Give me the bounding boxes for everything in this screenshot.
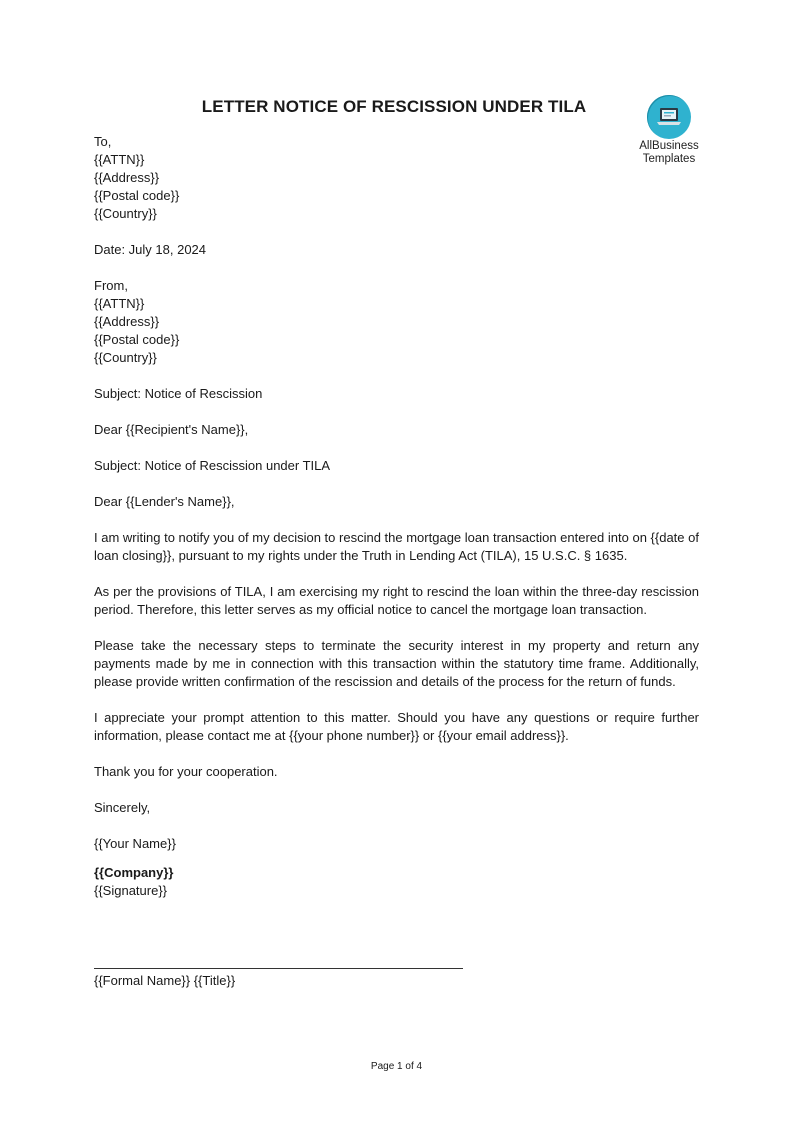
date-line: Date: July 18, 2024 xyxy=(94,242,207,257)
subject-line-1: Subject: Notice of Rescission xyxy=(94,386,263,401)
signature-line: {{Signature}} xyxy=(94,883,168,898)
thanks-line: Thank you for your cooperation. xyxy=(94,764,278,779)
from-line-4: {{Country}} xyxy=(94,350,157,365)
to-line-3: {{Postal code}} xyxy=(94,188,180,203)
paragraph-1: I am writing to notify you of my decision to rescind the mortgage loan transaction entered into on {{date of loan closing}}, pursuant to my rights under the Truth in Lending Act (TILA), 15 U.S.C. § 1635. xyxy=(94,530,699,563)
paragraph-2: As per the provisions of TILA, I am exercising my right to rescind the loan within the three-day rescission period. Therefore, this letter serves as my official notice to cancel the mortgage loan transaction. xyxy=(94,584,699,617)
recipient-block xyxy=(94,133,699,223)
greeting-line-2: Dear {{Lender's Name}}, xyxy=(94,494,235,509)
from-line-0: From, xyxy=(94,278,128,293)
logo-text-line2: Templates xyxy=(642,153,696,165)
from-line-1: {{ATTN}} xyxy=(94,296,145,311)
to-line-0: To, xyxy=(94,134,112,149)
signature-rule xyxy=(94,968,463,969)
letter-body xyxy=(94,133,699,900)
subject-line-2: Subject: Notice of Rescission under TILA xyxy=(94,458,331,473)
document-title: LETTER NOTICE OF RESCISSION UNDER TILA xyxy=(201,97,587,116)
to-line-4: {{Country}} xyxy=(94,206,157,221)
company-line: {{Company}} xyxy=(94,865,174,880)
greeting-line-1: Dear {{Recipient's Name}}, xyxy=(94,422,249,437)
page-number: Page 1 of 4 xyxy=(370,1061,423,1072)
from-line-2: {{Address}} xyxy=(94,314,160,329)
your-name-line: {{Your Name}} xyxy=(94,836,176,851)
closing-line: Sincerely, xyxy=(94,800,151,815)
sender-block xyxy=(94,277,699,367)
to-line-1: {{ATTN}} xyxy=(94,152,145,167)
paragraph-3: Please take the necessary steps to terminate the security interest in my property and return any payments made by me in connection with this transaction within the statutory time frame. Additionally, please provide written confirmation of the rescission and details of the process for the return of funds. xyxy=(94,638,699,689)
logo-text-line1: AllBusiness xyxy=(639,140,699,152)
from-line-3: {{Postal code}} xyxy=(94,332,180,347)
to-line-2: {{Address}} xyxy=(94,170,160,185)
paragraph-4: I appreciate your prompt attention to this matter. Should you have any questions or require further information, please contact me at {{your phone number}} or {{your email address}}. xyxy=(94,710,699,743)
formal-name-line: {{Formal Name}} {{Title}} xyxy=(94,973,236,988)
